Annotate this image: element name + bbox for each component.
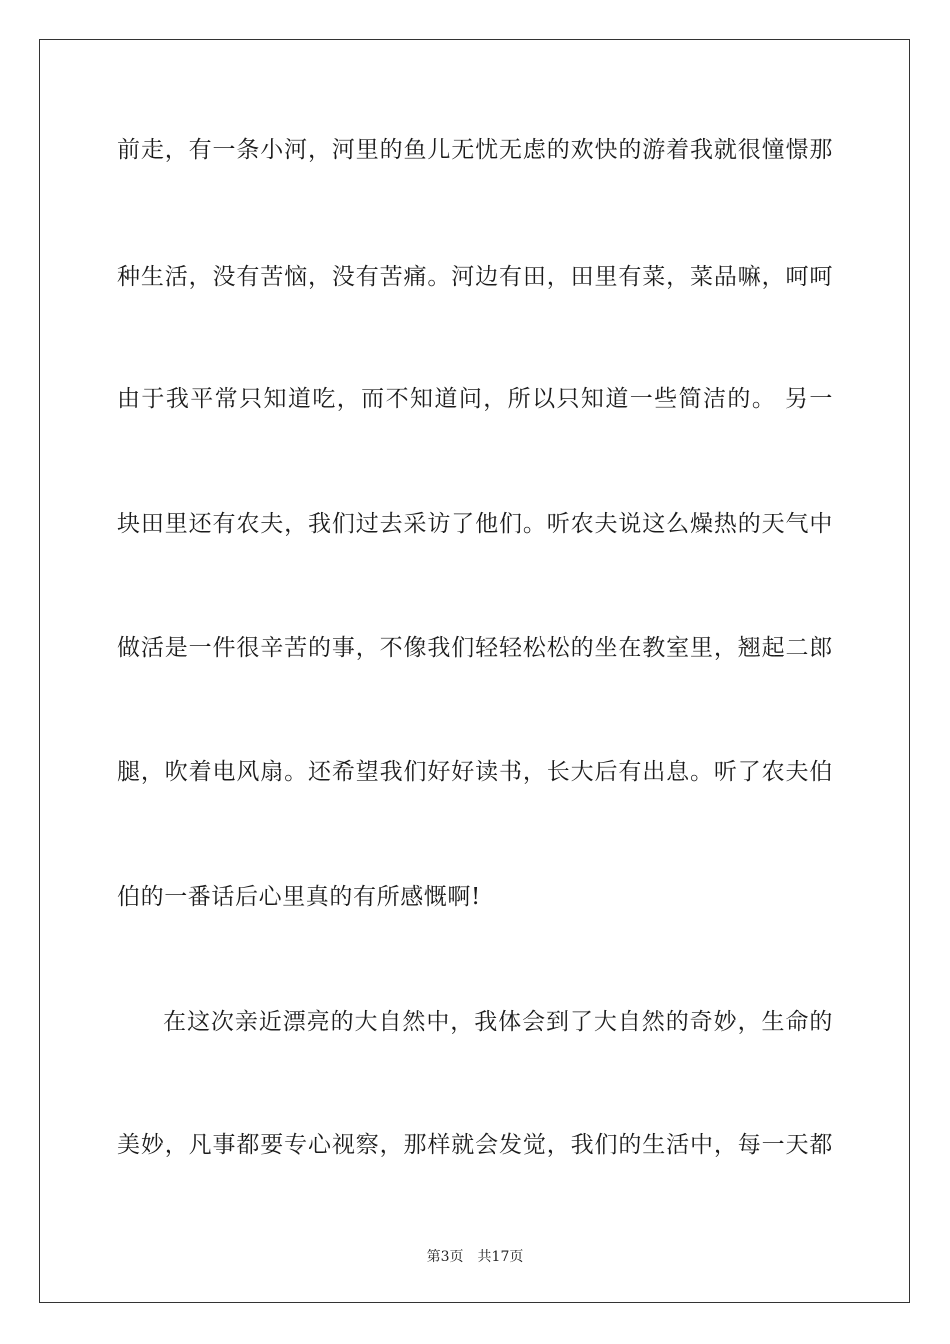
page-border xyxy=(39,39,910,1303)
page-number-total: 共17页 xyxy=(477,1249,524,1265)
paragraph-line: 前走，有一条小河，河里的鱼儿无忧无虑的欢快的游着我就很憧憬那 xyxy=(117,137,833,163)
paragraph-line: 腿，吹着电风扇。还希望我们好好读书，长大后有出息。听了农夫伯 xyxy=(117,759,833,785)
paragraph-line: 美妙，凡事都要专心视察，那样就会发觉，我们的生活中，每一天都 xyxy=(117,1132,833,1158)
paragraph-line: 伯的一番话后心里真的有所感慨啊! xyxy=(117,884,481,910)
paragraph-line: 由于我平常只知道吃，而不知道问，所以只知道一些简洁的。 另一 xyxy=(117,386,833,412)
paragraph-line: 做活是一件很辛苦的事，不像我们轻轻松松的坐在教室里，翘起二郎 xyxy=(117,635,833,661)
paragraph-line: 块田里还有农夫，我们过去采访了他们。听农夫说这么燥热的天气中 xyxy=(117,511,833,537)
page-footer xyxy=(0,1248,950,1266)
paragraph-line: 在这次亲近漂亮的大自然中，我体会到了大自然的奇妙，生命的 xyxy=(163,1009,833,1035)
paragraph-line: 种生活，没有苦恼，没有苦痛。河边有田，田里有菜，菜品嘛，呵呵 xyxy=(117,264,833,290)
page-number-current: 第3页 xyxy=(426,1249,464,1265)
